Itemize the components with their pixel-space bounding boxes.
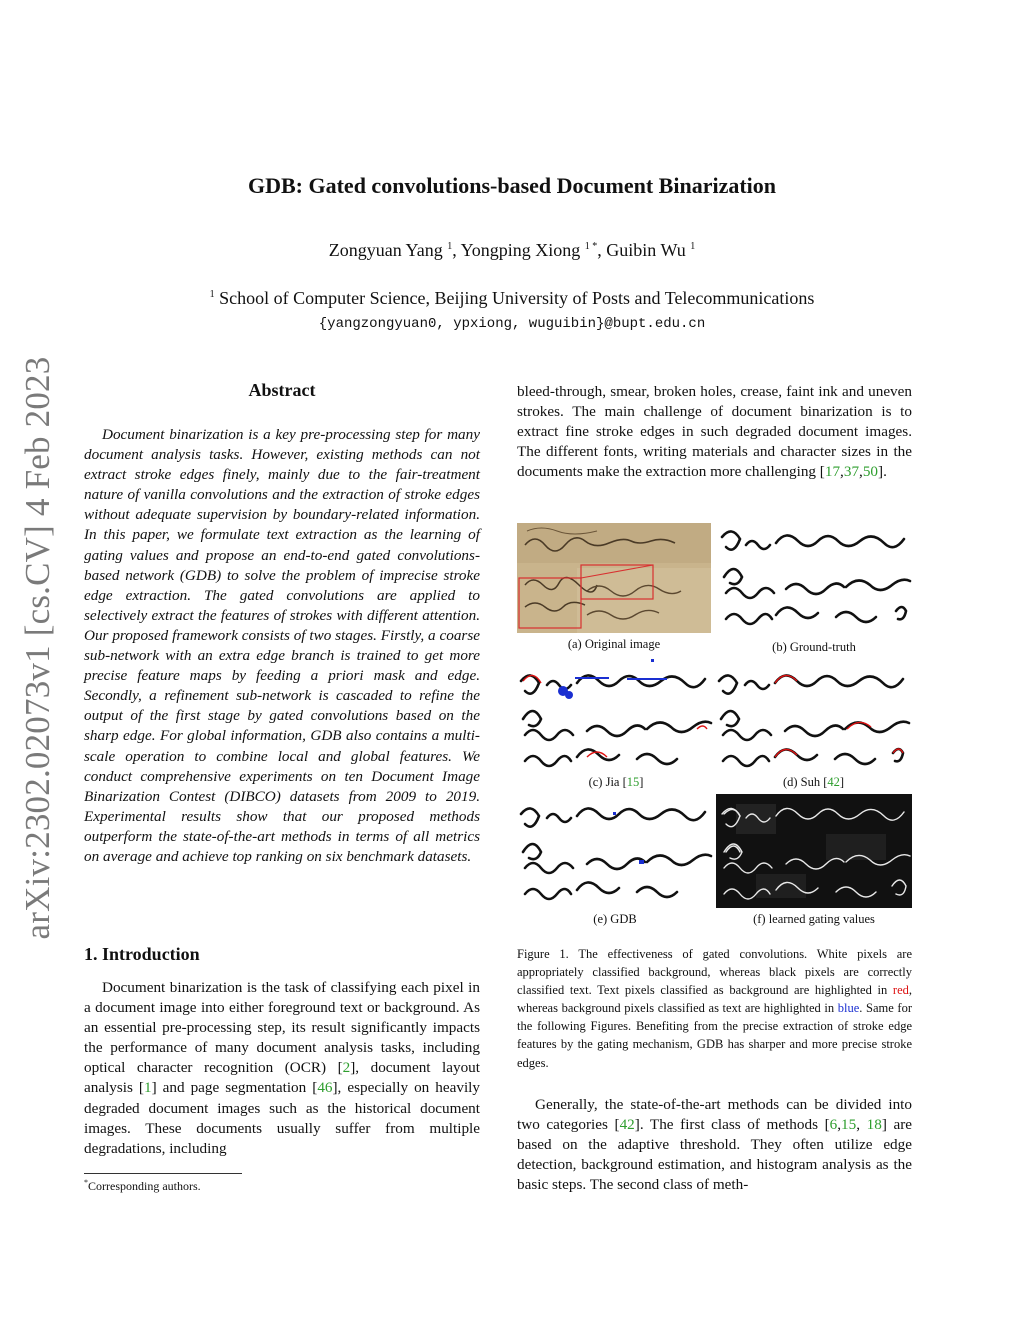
affiliation-text: School of Computer Science, Beijing University of Posts and Telecommunications [219, 288, 815, 308]
text-run: ], document layout analysis [ [84, 1059, 480, 1097]
footnote-rule [84, 1173, 242, 1174]
author-emails: {yangzongyuan0, ypxiong, wuguibin}@bupt.edu.cn [318, 316, 706, 332]
citation-link[interactable]: 2 [342, 1059, 351, 1077]
figure-caption [517, 945, 912, 1072]
panel-f-caption: (f) learned gating values [753, 912, 875, 926]
text-run: bleed-through, smear, broken holes, crease, faint ink and uneven strokes. The main challenge of document binarization is to extract fine stroke edges in such degraded document images. The different fonts, writing materials and character sizes in the documents make the extraction more challenging [ [517, 383, 912, 481]
author-name: Yongping Xiong [460, 240, 581, 260]
citation-link[interactable]: 15 [841, 1116, 857, 1134]
figure-panel-gating-values [716, 794, 912, 908]
text-run: Document binarization is the task of classifying each pixel in a document image into either foreground text or background. As an essential pre-processing step, its result significantly impacts the performance of many document analysis tasks, including optical character recognition (OCR) [ [84, 979, 480, 1077]
citation-link[interactable]: 18 [866, 1116, 882, 1134]
abstract-heading: Abstract [248, 380, 316, 400]
affiliation [0, 288, 1024, 309]
panel-e-caption: (e) GDB [593, 912, 637, 926]
continued-paragraph: bleed-through, smear, broken holes, crease, faint ink and uneven strokes. The main challenge of document binarization is to extract fine stroke edges in such degraded document images. The different fonts, writing materials and character sizes in the documents make the extraction more challenging [17,37,50]. [517, 383, 912, 481]
footnote-text: Corresponding authors. [88, 1179, 201, 1193]
citation-link[interactable]: 42 [827, 775, 840, 789]
text-run: ] are based on the adaptive threshold. They often utilize edge detection, background estimation, and histogram analysis as the basic steps. The second class of meth- [517, 1116, 912, 1194]
author-affil-mark: 1 [447, 241, 453, 252]
figure-panel-ground-truth [716, 523, 912, 633]
citation-link[interactable]: 1 [144, 1079, 152, 1097]
citation-link[interactable]: 37 [843, 463, 860, 481]
gdb-result-image [517, 794, 713, 908]
caption-text: . Same for the following Figures. Benefiting from the precise extraction of stroke edge features by the gating mechanism, GDB has sharper and more precise stroke edges. [517, 1001, 912, 1070]
text-run: ]. The first class of methods [ [634, 1116, 830, 1134]
caption-text: (d) Suh [ [782, 775, 828, 789]
caption-red-word: red [892, 983, 909, 998]
figure-panel-original [517, 523, 711, 633]
figure-panel-gdb [517, 794, 713, 908]
citation-link[interactable]: 15 [626, 775, 640, 789]
introduction-paragraph [84, 978, 480, 1159]
author-list: Zongyuan Yang $^1$, Yongping Xiong $^{1 *}$, Guibin Wu $^1$ [328, 240, 696, 260]
paper-title: GDB: Gated convolutions-based Document Binarization [247, 173, 777, 198]
text-run: ], especially on heavily degraded document images such as the historical document images. These documents usually suffer from multiple degradations, including [84, 1079, 480, 1157]
author-affil-mark: 1 [690, 241, 696, 252]
original-document-image [517, 523, 711, 633]
caption-text: ] [639, 775, 644, 789]
citation-link[interactable]: 6 [829, 1116, 838, 1134]
introduction-heading: 1. Introduction [84, 944, 200, 964]
citation-link[interactable]: 50 [862, 463, 879, 481]
caption-text: , whereas background pixels classified as text are highlighted in [517, 983, 912, 1016]
footnote-mark: * [84, 1178, 88, 1187]
figure-panel-jia [517, 657, 715, 773]
body-paragraph: Generally, the state-of-the-art methods can be divided into two categories [42]. The first class of methods [6,15, 18] are based on the adaptive threshold. They often utilize edge detection, background estimation, and histogram analysis as the basic steps. The second class of meth- [517, 1096, 912, 1194]
panel-a-caption: (a) Original image [567, 637, 661, 651]
panel-d-caption [715, 775, 912, 790]
author-affil-mark: 1 * [584, 241, 598, 252]
text-run: ]. [878, 463, 887, 481]
ground-truth-image [716, 523, 912, 633]
caption-text: Figure 1. The effectiveness of gated convolutions. White pixels are appropriately classified background, whereas black pixels are correctly classified text. Text pixels classified as background are highlighted in [517, 947, 912, 998]
citation-link[interactable]: 17 [824, 463, 841, 481]
panel-b-caption: (b) Ground-truth [772, 640, 856, 654]
footnote [84, 1178, 201, 1194]
citation-link[interactable]: 46 [317, 1079, 333, 1097]
caption-blue-word: blue [837, 1001, 860, 1016]
arxiv-identifier: arXiv:2302.02073v1 [cs.CV] 4 Feb 2023 [18, 356, 57, 939]
author-name: Guibin Wu [606, 240, 686, 260]
panel-c-caption [517, 775, 715, 790]
text-run: Generally, the state-of-the-art methods can be divided into two categories [ [517, 1096, 912, 1134]
jia-result-image [517, 657, 715, 773]
citation-link[interactable]: 42 [619, 1116, 635, 1134]
figure-panel-suh [715, 657, 912, 773]
suh-result-image [715, 657, 912, 773]
gating-values-image [716, 794, 912, 908]
abstract-text: Document binarization is a key pre-processing step for many document analysis tasks. However, existing methods can not extract stroke edges finely, mainly due to the fair-treatment nature of vanilla convolutions and the extraction of stroke edges without adequate supervision by boundary-related information. In this paper, we formulate text extraction as the learning of gating values and propose an end-to-end gated convolutions-based network (GDB) to solve the problem of imprecise stroke edge extraction. The gated convolutions are applied to selectively extract the features of strokes with different attention. Our proposed framework consists of two stages. Firstly, a coarse sub-network with an extra edge branch is trained to get more precise feature maps by feeding a priori mask and edge. Secondly, a refinement sub-network is cascaded to refine the output of the first stage by gated convolutions based on the sharp edge. For global information, GDB also contains a multi-scale operation to combine local and global features. We conduct comprehensive experiments on ten Document Image Binarization Contest (DIBCO) datasets from 2009 to 2019. Experimental results show that our proposed methods outperform the state-of-the-art methods in terms of all metrics on average and achieve top ranking on six benchmark datasets. [84, 426, 480, 865]
author-name: Zongyuan Yang [328, 240, 443, 260]
caption-text: ] [839, 775, 845, 789]
affiliation-mark: 1 [209, 289, 215, 300]
caption-text: (c) Jia [ [588, 775, 627, 789]
text-run: ] and page segmentation [ [151, 1079, 318, 1097]
